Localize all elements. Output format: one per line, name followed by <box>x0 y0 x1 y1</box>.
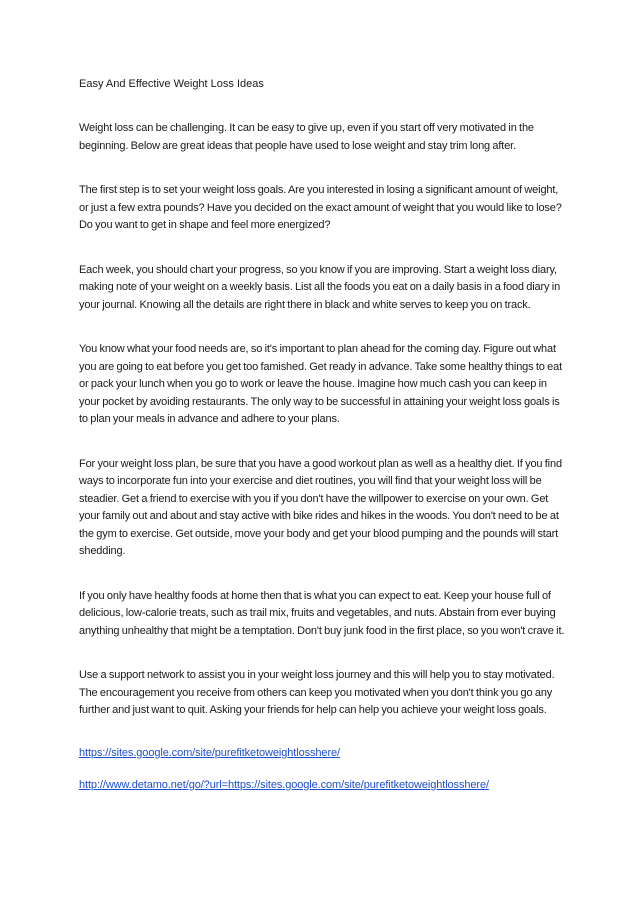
links-section <box>79 745 567 794</box>
paragraph-healthy-foods: If you only have healthy foods at home then that is what you can expect to eat. Keep your house full of delicious, low-calorie treats, such as trail mix, fruits and vegetables, and nuts. Abstain from ever buying anything unhealthy that might be a temptation. Don't buy junk food in the first place, so you won't crave it. <box>79 589 565 637</box>
paragraph-support: Use a support network to assist you in your weight loss journey and this will help you to stay motivated. The encouragement you receive from others can keep you motivated when you don't think you go any further and just want to quit. Asking your friends for help can help you achieve your weight loss goals. <box>79 669 555 716</box>
paragraph-progress: Each week, you should chart your progress, so you know if you are improving. Start a weight loss diary, making note of your weight on a weekly basis. List all the foods you eat on a daily basis in a food diary in your journal. Knowing all the details are right there in black and white serves to keep you on track. <box>79 263 561 311</box>
paragraph-workout: For your weight loss plan, be sure that you have a good workout plan as well as a healthy diet. If you find ways to incorporate fun into your exercise and diet routines, you will find that your weight loss will be steadier. Get a friend to exercise with you if you don't have the willpower to exercise on your own. Get your family out and about and stay active with bike rides and hikes in the woods. You don't need to be at the gym to exercise. Get outside, move your body and get your blood pumping and the pounds will start shedding. <box>79 457 562 557</box>
link-google-sites[interactable]: https://sites.google.com/site/purefitketoweightlosshere/ <box>79 746 340 759</box>
paragraph-goals: The first step is to set your weight loss goals. Are you interested in losing a significant amount of weight, or just a few extra pounds? Have you decided on the exact amount of weight that you would like to lose? Do you want to get in shape and feel more energized? <box>79 184 562 231</box>
paragraph-intro: Weight loss can be challenging. It can be easy to give up, even if you start off very motivated in the beginning. Below are great ideas that people have used to lose weight and stay trim long after. <box>79 122 534 152</box>
link-detamo-redirect[interactable]: http://www.detamo.net/go/?url=https://sites.google.com/site/purefitketoweightlosshere/ <box>79 778 489 791</box>
document-body <box>79 76 567 809</box>
document-title: Easy And Effective Weight Loss Ideas <box>79 78 264 90</box>
paragraph-planning: You know what your food needs are, so it's important to plan ahead for the coming day. Figure out what you are going to eat before you get too famished. Get ready in advance. Take some healthy things to eat or pack your lunch when you go to work or leave the house. Imagine how much cash you can keep in your pocket by avoiding restaurants. The only way to be successful in attaining your weight loss goals is to plan your meals in advance and adhere to your plans. <box>79 343 563 425</box>
